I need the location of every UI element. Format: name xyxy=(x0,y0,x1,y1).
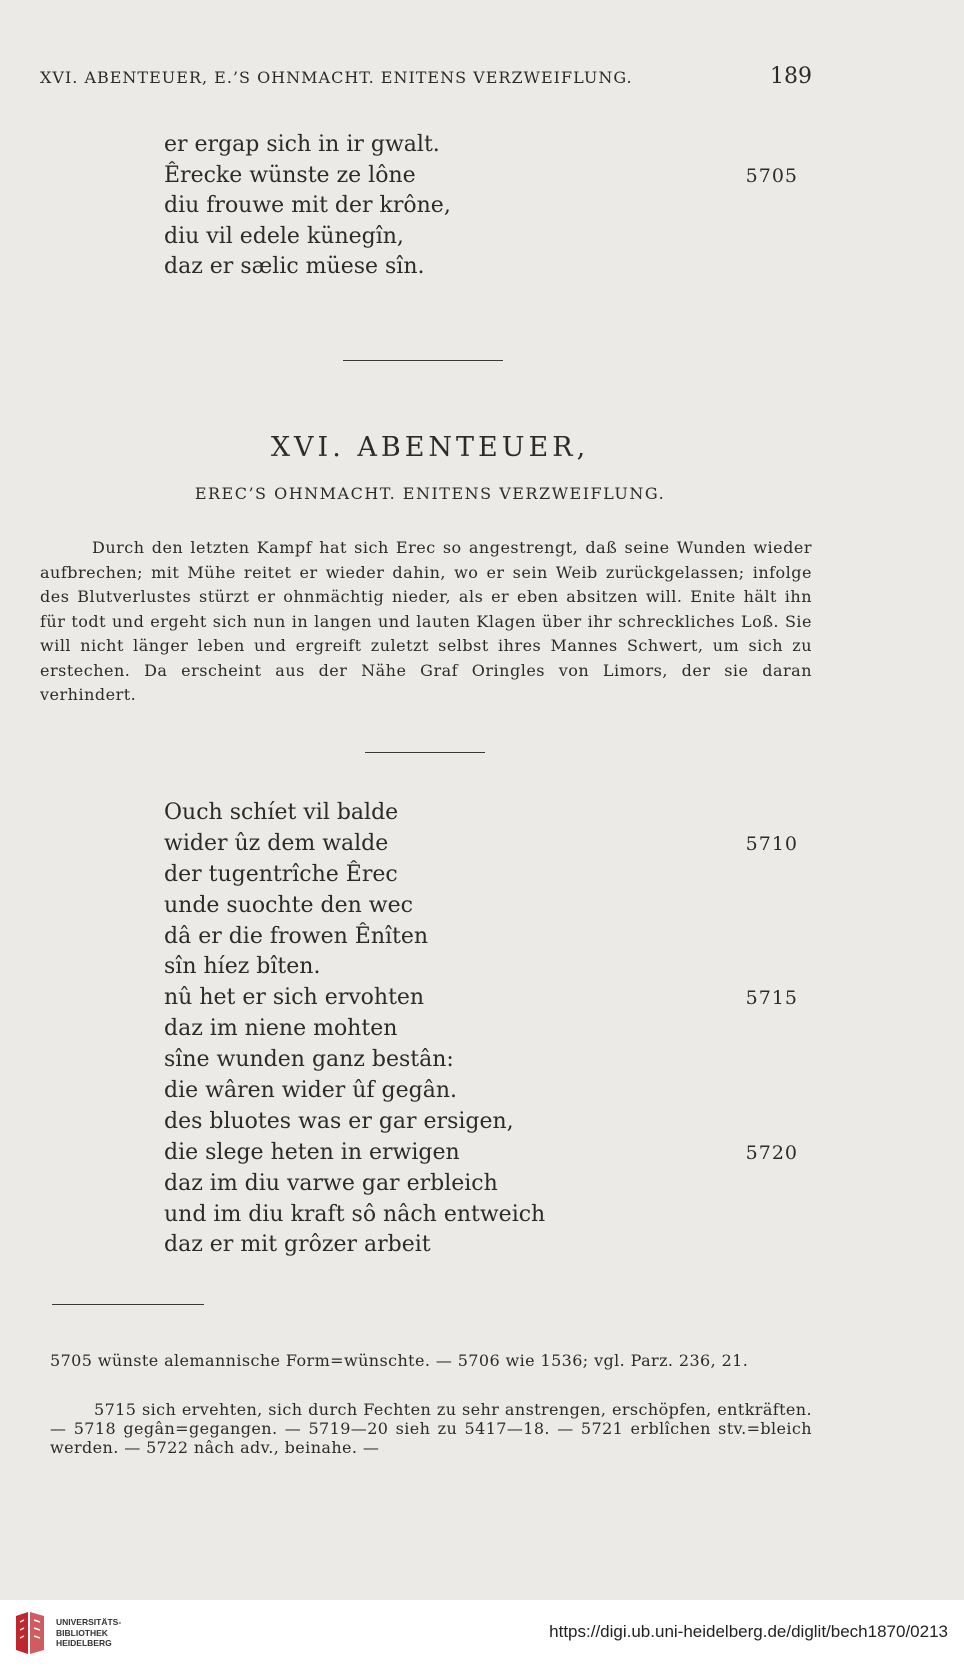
verse-line: Ouch schíet vil balde xyxy=(164,800,399,825)
institution-name: UNIVERSITÄTS- BIBLIOTHEK HEIDELBERG xyxy=(56,1617,122,1648)
verse-line: daz er sælic müese sîn. xyxy=(164,254,425,279)
footnote-rule xyxy=(52,1304,204,1305)
verse-line: diu vil edele künegîn, xyxy=(164,223,404,249)
footnotes xyxy=(50,1351,812,1457)
chapter-title: XVI. ABENTEUER, xyxy=(270,432,590,463)
verse-stanza-1 xyxy=(164,130,814,283)
verse-line: daz im niene mohten xyxy=(164,1016,398,1042)
verse-line: der tugentrîche Êrec xyxy=(164,861,398,887)
line-number: 5720 xyxy=(745,1141,798,1164)
verse-line: sîne wunden ganz bestân: xyxy=(164,1047,454,1073)
summary-divider xyxy=(365,752,485,753)
footnote: 5705 wünste alemannische Form=wünschte. — 5706 wie 1536; vgl. Parz. 236, 21. xyxy=(50,1351,749,1370)
running-title: XVI. ABENTEUER, E.’S OHNMACHT. ENITENS VERZWEIFLUNG. xyxy=(40,68,633,87)
verse-line: die wâren wider ûf gegân. xyxy=(164,1078,458,1104)
chapter-summary: Durch den letzten Kampf hat sich Erec so angestrengt, daß seine Wunden wieder aufbrechen; mit Mühe reitet er wieder dahin, wo er sein Weib zurückgelassen; infolge des Blutverlustes stürzt er ohnmächtig nieder, als er eben absitzen will. Enite hält ihn für todt und ergeht sich nun in langen und lauten Klagen über ihr schreckliches Loß. Sie will nicht länger leben und ergreift zuletzt selbst ihres Mannes Schwert, um sich zu erstechen. Da erscheint aus der Nähe Graf Oringles von Limors, der sie daran verhindert. xyxy=(40,538,812,704)
line-number: 5715 xyxy=(745,987,798,1010)
verse-line: wider ûz dem walde 5710 xyxy=(164,829,814,860)
line-number: 5710 xyxy=(745,832,798,855)
verse-line: des bluotes was er gar ersigen, xyxy=(164,1108,514,1134)
running-head xyxy=(40,64,812,89)
verse-line: nû het er sich ervohten 5715 xyxy=(164,983,814,1014)
verse-line: dâ er die frowen Ênîten xyxy=(164,923,429,949)
footnote: 5715 sich ervehten, sich durch Fechten zu sehr anstrengen, erschöpfen, entkräften. — 5718 gegân=gegangen. — 5719—20 sieh zu 5417—18. — 5721 erblîchen stv.=bleich werden. — 5722 nâch adv., beinahe. — xyxy=(50,1400,812,1457)
permalink-url[interactable]: https://digi.ub.uni-heidelberg.de/diglit/bech1870/0213 xyxy=(549,1622,948,1641)
verse-line: er ergap sich in ir gwalt. xyxy=(164,132,440,157)
verse-line: sîn híez bîten. xyxy=(164,954,321,980)
page-number: 189 xyxy=(770,64,812,89)
verse-line: diu frouwe mit der krône, xyxy=(164,193,451,218)
verse-line: die slege heten in erwigen 5720 xyxy=(164,1138,814,1169)
verse-line: daz im diu varwe gar erbleich xyxy=(164,1170,498,1196)
verse-line: unde suochte den wec xyxy=(164,892,413,918)
verse-line: und im diu kraft sô nâch entweich xyxy=(164,1201,546,1227)
verse-stanza-2 xyxy=(164,798,814,1261)
chapter-subtitle: EREC’S OHNMACHT. ENITENS VERZWEIFLUNG. xyxy=(194,484,666,503)
line-number: 5705 xyxy=(745,164,798,187)
heidelberg-library-logo-icon xyxy=(12,1610,48,1656)
verse-line: Êrecke wünste ze lône 5705 xyxy=(164,161,814,192)
verse-line: daz er mit grôzer arbeit xyxy=(164,1232,431,1258)
viewer-footer xyxy=(0,1600,964,1667)
section-divider xyxy=(343,360,503,361)
